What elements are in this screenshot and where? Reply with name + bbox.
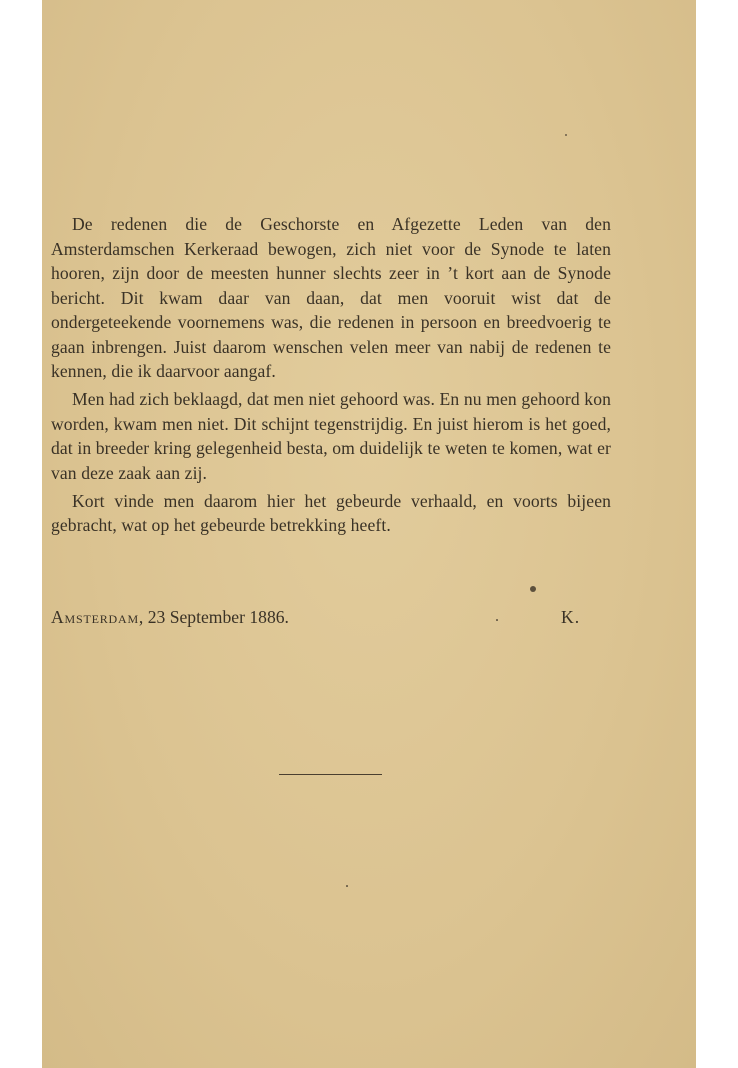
signature-date: , 23 September 1886. — [138, 607, 289, 627]
paragraph-2: Men had zich beklaagd, dat men niet gehoord was. En nu men gehoord kon worden, kwam men niet. Dit schijnt tegenstrijdig. En juist hierom is het goed, dat in breeder kring gelegenheid besta, om duidelijk te weten te komen, wat er van deze zaak aan zij. — [51, 389, 611, 483]
signature-line — [51, 607, 611, 628]
document-page — [42, 0, 696, 1068]
author-initial: K. — [561, 607, 581, 627]
paragraph-1: De redenen die de Geschorste en Afgezette Leden van den Amsterdamschen Kerkeraad bewogen, zich niet voor de Synode te laten hooren, zijn door de meesten hunner slechts zeer in ’t kort aan de Synode bericht. Dit kwam daar van daan, dat men vooruit wist dat de ondergeteekende voornemens was, die redenen in persoon en breedvoerig te gaan inbrengen. Juist daarom wenschen velen meer van nabij de redenen te kennen, die ik daarvoor aangaf. — [51, 214, 611, 381]
section-divider — [279, 774, 382, 775]
paper-speck — [346, 885, 348, 887]
paragraph-3: Kort vinde men daarom hier het gebeurde verhaald, en voorts bijeen gebracht, wat op het gebeurde betrekking heeft. — [51, 490, 611, 535]
paper-speck — [496, 619, 498, 621]
paper-speck — [565, 134, 567, 136]
ink-dot-ornament — [530, 586, 536, 592]
place-name: Amsterdam — [51, 607, 139, 627]
body-text — [51, 212, 611, 538]
